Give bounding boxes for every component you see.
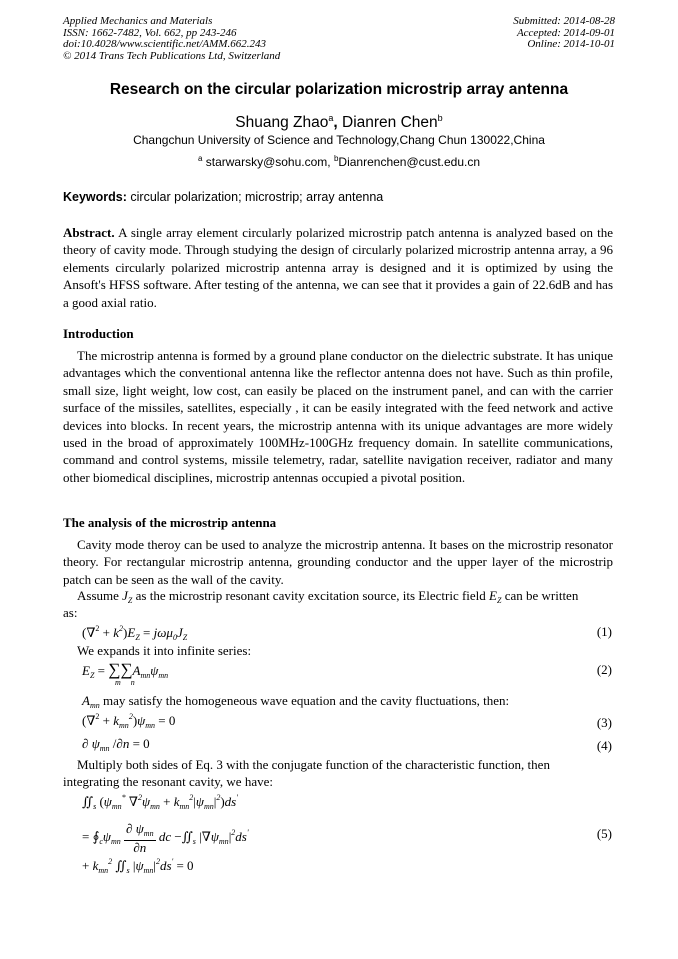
abstract-text: A single array element circularly polarized microstrip patch antenna is analyzed based on the theory of cavity mode. Through studying the design of circularly polarized microstrip antenna array, a 96 elements circularly polarized microstrip antenna array is designed and it is optimized by using the Ansoft's HFSS software. After testing of the antenna, we can see that it provides a gain of 22.6dB and has a good axial ratio. <box>63 225 613 310</box>
equation-5-line-3: + $k_{mn}^2$ $∬_s$ $|\psi_{mn}|^2ds' = 0$ <box>82 857 194 875</box>
equation-1: $(\nabla^2 + k^2)E_Z = j\omega\mu_0J_Z$ <box>82 624 188 642</box>
introduction-body <box>63 347 613 486</box>
email-a-mark: a <box>197 154 203 163</box>
author-2-mark: b <box>437 113 443 123</box>
equation-3-number: (3) <box>596 715 612 730</box>
email-b[interactable]: Dianrenchen@cust.edu.cn <box>338 155 481 169</box>
email-b-mark: b <box>333 154 339 163</box>
author-1-mark: a <box>328 113 334 123</box>
series-intro: We expands it into infinite series: <box>77 643 252 658</box>
analysis-body <box>63 536 613 588</box>
abstract-label: Abstract. <box>63 225 115 240</box>
emails <box>0 154 678 169</box>
assume-line: Assume $J_Z$ as the microstrip resonant cavity excitation source, its Electric field $E_Z$ can be written <box>77 588 579 605</box>
equation-4-number: (4) <box>596 738 612 753</box>
doi-line[interactable]: doi:10.4028/www.scientific.net/AMM.662.243 <box>63 38 266 50</box>
submitted-date: Submitted: 2014-08-28 <box>513 15 615 27</box>
author-1: Shuang Zhao <box>235 114 329 132</box>
submission-dates <box>513 16 615 51</box>
assume-cont: as: <box>63 605 78 620</box>
equation-4: ∂ $\psi_{mn}$ /∂n = 0 <box>82 736 150 753</box>
online-date: Online: 2014-10-01 <box>527 38 615 50</box>
journal-info <box>63 16 280 62</box>
email-a[interactable]: starwarsky@sohu.com, <box>202 155 334 169</box>
keywords <box>63 190 383 204</box>
equation-1-number: (1) <box>596 624 612 639</box>
abstract <box>63 224 613 311</box>
analysis-heading: The analysis of the microstrip antenna <box>63 515 277 530</box>
author-separator: , <box>333 114 343 132</box>
copyright-line: © 2014 Trans Tech Publications Ltd, Switzerland <box>63 49 281 62</box>
multiply-line-2: integrating the resonant cavity, we have: <box>63 774 273 789</box>
affiliation: Changchun University of Science and Technology,Chang Chun 130022,China <box>133 133 545 147</box>
introduction-paragraph: The microstrip antenna is formed by a ground plane conductor on the dielectric substrate. It has unique advantages which the conventional antenna like the reflector antenna does not have. Such as thin profile, small size, light weight, low cost, can easily be placed on the instrument panel, and can with the carrier surface of the missiles, satellites, especially , it can be easily integrated with the feed network and active devices into blocks. In recent years, the microstrip antenna with its unique advantages are more widely used in the broad of approximately 100MHz-100GHz frequency domain. In satellite communications, command and control systems, missile telemetry, radar, satellite navigation receiver, radiator and many other biomedical disciplines, microstrip antennas occupied a pivotal position. <box>63 348 613 485</box>
paper-title: Research on the circular polarization microstrip array antenna <box>109 81 569 98</box>
equation-3: $(\nabla^2 + k_{mn}^2)\psi_{mn} = 0$ <box>82 712 176 730</box>
author-2: Dianren Chen <box>342 114 438 132</box>
keywords-text: circular polarization; microstrip; array antenna <box>126 190 384 204</box>
issn-line: ISSN: 1662-7482, Vol. 662, pp 243-246 <box>63 26 237 39</box>
introduction-heading: Introduction <box>63 326 134 341</box>
equation-5-number: (5) <box>596 826 612 841</box>
equation-5-line-1: $∬_s$ ($\psi_{mn}^*$ $\nabla^2\psi_{mn} + k_{mn}^2|\psi_{mn}|^2)ds'$ <box>82 793 238 811</box>
equation-2-number: (2) <box>596 662 612 677</box>
accepted-date: Accepted: 2014-09-01 <box>516 26 615 39</box>
analysis-paragraph-1: Cavity mode theroy can be used to analyze the microstrip antenna. It bases on the microstrip resonator theory. For rectangular microstrip antenna, grounding conductor and the upper layer of the microstrip patch can be seen as the wall of the cavity. <box>63 537 613 587</box>
keywords-label: Keywords: <box>63 190 127 204</box>
journal-name: Applied Mechanics and Materials <box>63 15 213 27</box>
multiply-line-1: Multiply both sides of Eq. 3 with the conjugate function of the characteristic function, then <box>77 757 550 772</box>
amn-line: $A_{mn}$ may satisfy the homogeneous wave equation and the cavity fluctuations, then: <box>82 693 510 710</box>
equation-2: $E_Z = \sum\sum A_{mn}\psi_{mn}$ m n <box>82 660 169 687</box>
authors <box>0 113 678 132</box>
equation-5-line-2: = $∮_c\psi_{mn}$ ∂ $\psi_{mn}$ ∂n dc $-∬_s$ $|\nabla\psi_{mn}|^2ds'$ <box>82 821 249 855</box>
